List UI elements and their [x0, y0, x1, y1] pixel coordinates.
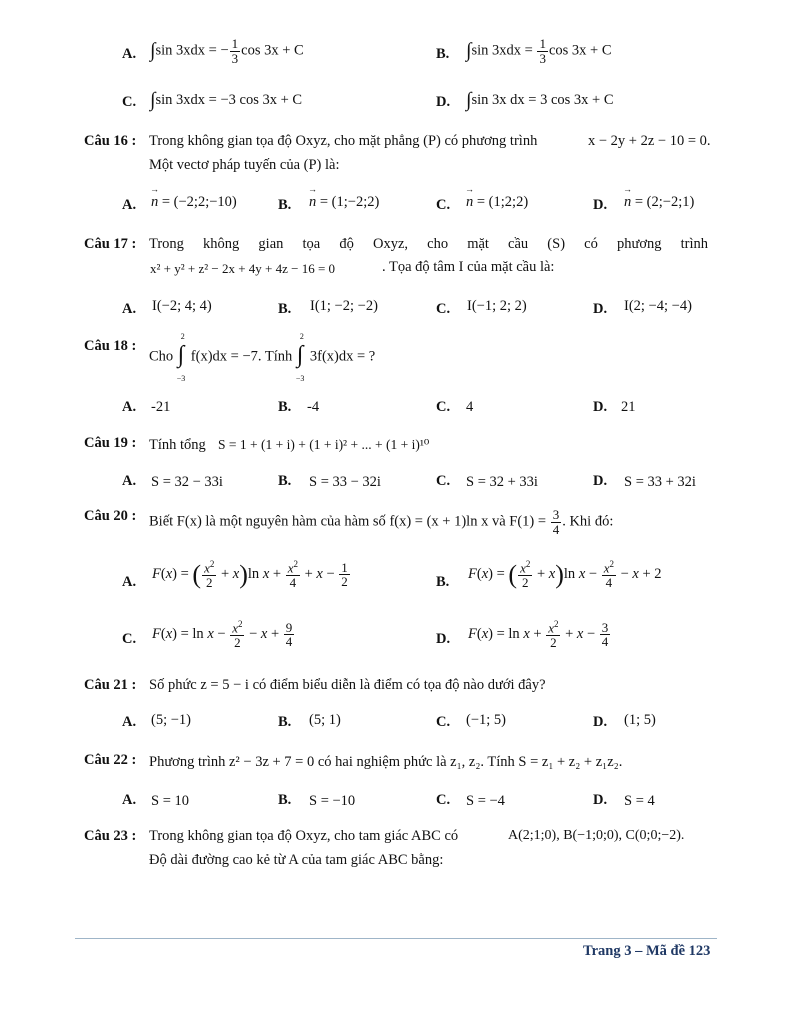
q20-mid: là một nguyên hàm của hàm số [205, 513, 386, 530]
q20-func: f(x) = (x + 1)ln x [389, 513, 489, 530]
q22-option-d-label: D. [593, 792, 608, 808]
q22-roots: z₁, z₂ [450, 754, 481, 770]
q15-option-a-label: A. [122, 46, 137, 62]
q17-option-d[interactable]: I(2; −4; −4) [624, 298, 692, 314]
q15-a-num: 1 [231, 36, 239, 51]
q16-line1: Trong không gian tọa độ Oxyz, cho mặt phẳng (P) có phương trình [149, 133, 538, 149]
q15-option-b[interactable]: ∫sin 3xdx = $\frac{1}{3}$ cos 3x + C [466, 36, 612, 66]
q18-option-a-label: A. [122, 399, 137, 415]
q22-expr: S = z₁ + z₂ + z₁z₂ [518, 754, 619, 770]
q20-option-c-label: C. [122, 631, 137, 647]
q21-eq: z = 5 − i [200, 677, 249, 693]
q21-post: có điểm biểu diễn là điểm có tọa độ nào dưới đây? [252, 677, 546, 693]
q22-option-b[interactable]: S = −10 [309, 793, 356, 809]
q19-option-c-label: C. [436, 473, 451, 489]
q15-option-a[interactable]: ∫sin 3xdx = − $\frac{1}{3}$ cos 3x + C [150, 36, 304, 66]
q18-option-c-label: C. [436, 399, 451, 415]
q20-option-a-label: A. [122, 574, 137, 590]
q16-option-b-label: B. [278, 197, 292, 213]
q17-option-c[interactable]: I(−1; 2; 2) [467, 298, 527, 314]
page-footer: Trang 3 – Mã đề 123 [583, 943, 711, 959]
q21-option-c-label: C. [436, 714, 451, 730]
q20-pre: Biết [149, 513, 174, 530]
q18-int2: 3f(x)dx = ? [309, 348, 376, 365]
q18-label: Câu 18 : [84, 338, 137, 354]
q19-option-a-label: A. [122, 473, 137, 489]
q17-label: Câu 17 : [84, 236, 137, 252]
q21-option-d-label: D. [593, 714, 608, 730]
q15-b-num: 1 [539, 36, 546, 51]
q16-b-text: = (1;−2;2) [319, 194, 380, 210]
q18-lower-1: −3 [176, 374, 186, 383]
q16-eq-text: x − 2y + 2z − 10 = 0 [588, 133, 707, 149]
integral-sign-icon: 2 ∫ −3 [295, 332, 305, 383]
q19-option-b-label: B. [278, 473, 292, 489]
q20-option-c[interactable]: F(x) = ln x − $\frac{x^2}{2}$ − x + $\frac{9}{4}$ [152, 619, 293, 650]
q18-mid: . Tính [257, 348, 293, 365]
q21-option-a[interactable]: (5; −1) [151, 712, 191, 728]
q17-option-a[interactable]: I(−2; 4; 4) [152, 298, 212, 314]
q19-equation: S = 1 + (1 + i) + (1 + i)² + ... + (1 + i)¹⁰ [218, 437, 430, 452]
q20-option-a[interactable]: F(x) = ( $\frac{x^2}{2}$ + x)ln x + $\frac{x^2}{4}$ + x − $\frac{1}{2}$ [152, 559, 348, 590]
q22-option-c-label: C. [436, 792, 451, 808]
q18-upper-1: 2 [180, 332, 185, 341]
q22-eq: z² − 3z + 7 = 0 [228, 754, 315, 770]
q18-option-b-label: B. [278, 399, 292, 415]
q22-pre: Phương trình [149, 754, 226, 770]
q21-option-b-label: B. [278, 714, 292, 730]
q15-b-rhs: cos 3x + C [548, 42, 612, 59]
footer-divider [75, 938, 717, 939]
q22-option-a[interactable]: S = 10 [151, 793, 189, 809]
q21-label: Câu 21 : [84, 677, 137, 693]
q17-option-d-label: D. [593, 301, 608, 317]
q18-option-a[interactable]: -21 [151, 399, 171, 415]
q15-c-text: sin 3xdx = −3 cos 3x + C [155, 91, 303, 108]
q23-points: A(2;1;0), B(−1;0;0), C(0;0;−2). [508, 828, 685, 843]
q16-option-d-label: D. [593, 197, 608, 213]
q15-a-lhs: sin 3xdx = − [155, 42, 229, 59]
q23-line2: Độ dài đường cao kẻ từ A của tam giác ABC bằng: [149, 852, 444, 868]
q18-lower-2: −3 [295, 374, 305, 383]
q16-line2: Một vectơ pháp tuyến của (P) là: [149, 157, 340, 173]
q16-equation: x − 2y + 2z − 10 = 0. [588, 133, 711, 149]
q15-d-text: sin 3x dx = 3 cos 3x + C [471, 91, 614, 108]
q16-option-c-label: C. [436, 197, 451, 213]
q15-a-den: 3 [231, 50, 239, 66]
q16-d-vec: → n [624, 194, 631, 211]
q19-option-a[interactable]: S = 32 − 33i [151, 474, 223, 490]
q21-option-a-label: A. [122, 714, 137, 730]
q20-option-d[interactable]: F(x) = ln x + $\frac{x^2}{2}$ + x − $\frac{3}{4}$ [468, 619, 609, 650]
q18-pre: Cho [149, 348, 174, 365]
q16-label: Câu 16 : [84, 133, 137, 149]
q17-option-a-label: A. [122, 301, 137, 317]
q20-cond-num: 3 [552, 507, 560, 522]
q20-option-d-label: D. [436, 631, 451, 647]
q22-stem [149, 754, 622, 771]
q16-a-vec: → n [151, 194, 158, 211]
q15-b-den: 3 [539, 50, 546, 66]
q22-label: Câu 22 : [84, 752, 137, 768]
q15-option-d[interactable]: ∫sin 3x dx = 3 cos 3x + C [466, 89, 614, 111]
q16-c-vec: → n [466, 194, 473, 211]
q22-end: . [618, 754, 623, 770]
q21-pre: Số phức [149, 677, 197, 693]
integral-sign-icon: 2 ∫ −3 [176, 332, 186, 383]
q15-option-d-label: D. [436, 94, 451, 110]
q16-c-text: = (1;2;2) [476, 194, 529, 210]
q18-int1: f(x)dx = −7 [190, 348, 258, 365]
q20-fx: F(x) [176, 513, 202, 530]
q15-b-lhs: sin 3xdx = [471, 42, 537, 59]
q20-cond-den: 4 [552, 521, 560, 537]
q18-option-b[interactable]: -4 [307, 399, 320, 415]
q17-line2: . Tọa độ tâm I của mặt cầu là: [382, 259, 555, 275]
q19-option-c[interactable]: S = 32 + 33i [466, 474, 538, 490]
q21-option-c[interactable]: (−1; 5) [466, 712, 506, 728]
q18-stem [149, 332, 376, 383]
q19-option-d-label: D. [593, 473, 608, 489]
q16-d-text: = (2;−2;1) [634, 194, 695, 210]
q16-b-vec: → n [309, 194, 316, 211]
q18-option-d-label: D. [593, 399, 608, 415]
q15-option-c-label: C. [122, 94, 137, 110]
q17-option-c-label: C. [436, 301, 451, 317]
q19-label: Câu 19 : [84, 435, 137, 451]
q22-option-c[interactable]: S = −4 [466, 793, 505, 809]
q15-option-c[interactable]: ∫sin 3xdx = −3 cos 3x + C [150, 89, 303, 111]
q19-option-b[interactable]: S = 33 − 32i [309, 474, 381, 490]
q20-option-b[interactable]: F(x) = ( $\frac{x^2}{2}$ + x)ln x − $\frac{x^2}{4}$ − x + 2 [468, 559, 662, 590]
q16-option-d[interactable] [624, 194, 694, 211]
q22-option-d[interactable]: S = 4 [624, 793, 655, 809]
q15-a-rhs: cos 3x + C [241, 42, 304, 59]
q20-option-b-label: B. [436, 574, 450, 590]
q23-label: Câu 23 : [84, 828, 137, 844]
q16-option-a[interactable] [151, 194, 237, 211]
q19-option-d[interactable]: S = 33 + 32i [624, 474, 696, 490]
q16-option-b[interactable] [309, 194, 379, 211]
q17-line1: Trong không gian tọa độ Oxyz, cho mặt cầu (S) có phương trình [149, 236, 708, 252]
q23-line1: Trong không gian tọa độ Oxyz, cho tam giác ABC có [149, 828, 459, 844]
q17-option-b[interactable]: I(1; −2; −2) [310, 298, 378, 314]
q21-option-b[interactable]: (5; 1) [309, 712, 341, 728]
q21-stem [149, 677, 546, 694]
q22-post: . Tính [480, 754, 515, 770]
q22-option-b-label: B. [278, 792, 292, 808]
q20-post: . Khi đó: [562, 513, 614, 530]
q21-option-d[interactable]: (1; 5) [624, 712, 656, 728]
q20-stem [149, 508, 613, 536]
q20-and: và [491, 513, 506, 530]
q18-upper-2: 2 [299, 332, 304, 341]
q18-option-c[interactable]: 4 [466, 399, 474, 415]
q16-a-text: = (−2;2;−10) [161, 194, 237, 210]
q22-mid: có hai nghiệm phức là [317, 754, 447, 770]
q15-option-b-label: B. [436, 46, 450, 62]
q20-cond: F(1) = [509, 513, 550, 530]
q19-pre: Tính tổng [149, 437, 206, 453]
q22-option-a-label: A. [122, 792, 137, 808]
q16-option-a-label: A. [122, 197, 137, 213]
q17-equation: x² + y² + z² − 2x + 4y + 4z − 16 = 0 [150, 261, 336, 276]
q17-option-b-label: B. [278, 301, 292, 317]
q18-option-d[interactable]: 21 [621, 399, 636, 415]
q16-option-c[interactable] [466, 194, 528, 211]
q20-label: Câu 20 : [84, 508, 137, 524]
